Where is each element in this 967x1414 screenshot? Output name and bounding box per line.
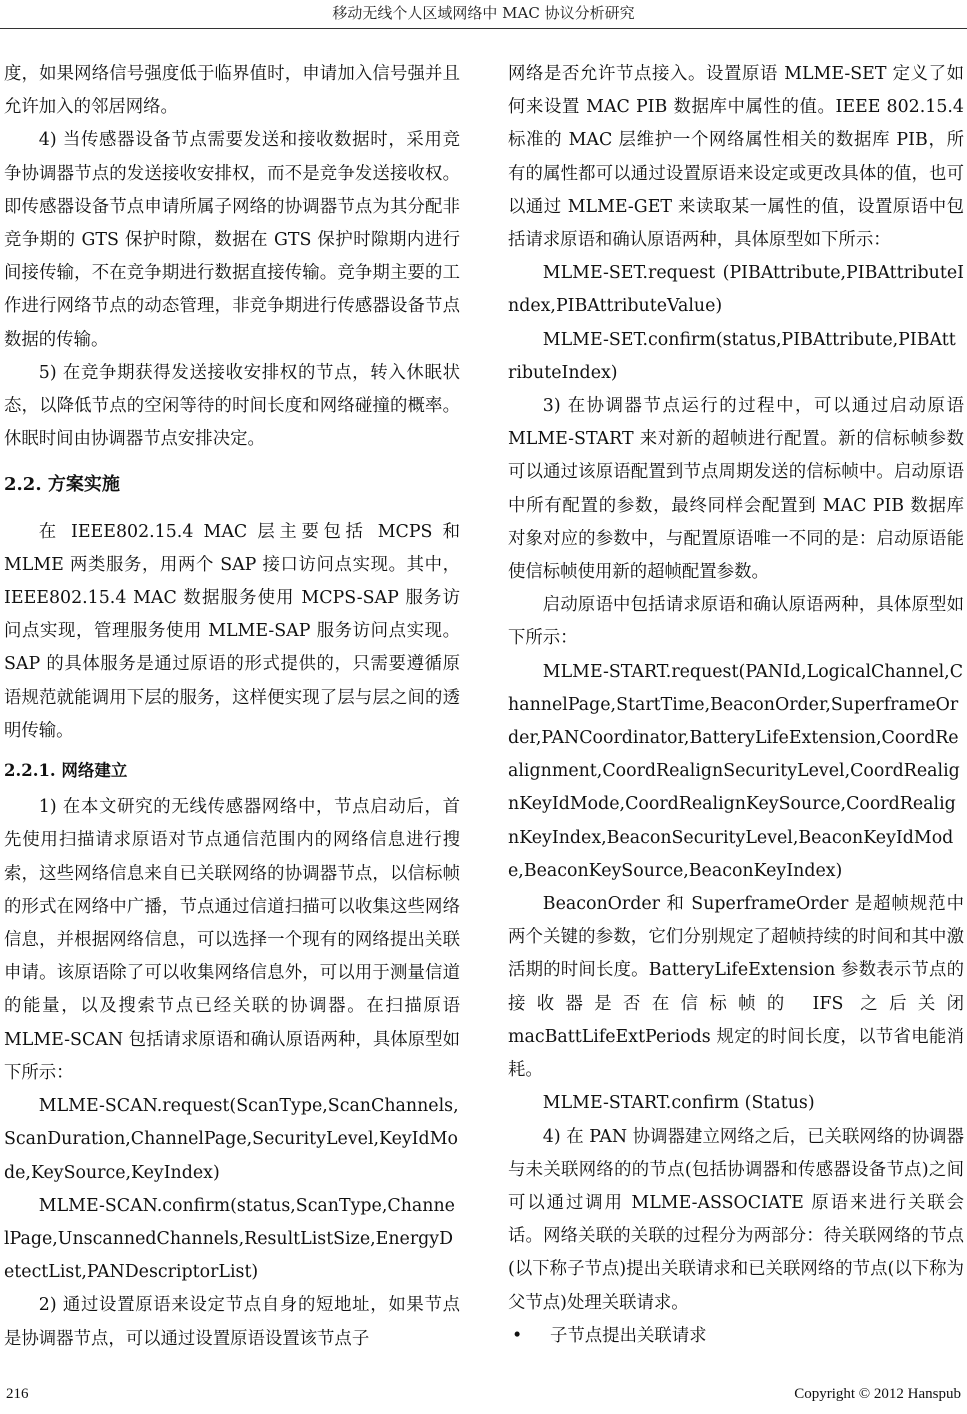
paragraph: 5) 在竞争期获得发送接收安排权的节点，转入休眠状态，以降低节点的空闲等待的时间长度和网络碰撞的概率。休眠时间由协调器节点安排决定。 (4, 362, 460, 450)
copyright-notice: Copyright © 2012 Hanspub (794, 1386, 961, 1402)
paragraph: 度，如果网络信号强度低于临界值时，申请加入信号强并且允许加入的邻居网络。 (4, 64, 460, 118)
primitive-prototype: MLME-SET.request (PIBAttribute,PIBAttributeIndex,PIBAttributeValue) (508, 263, 964, 317)
primitive-prototype: MLME-SET.confirm(status,PIBAttribute,PIBAttributeIndex) (508, 329, 956, 383)
primitive-prototype: MLME-SCAN.request(ScanType,ScanChannels,ScanDuration,ChannelPage,SecurityLevel,KeyIdMode,KeySource,KeyIndex) (4, 1096, 459, 1183)
section-heading: 2.2. 方案实施 (4, 474, 120, 496)
paragraph: 3) 在协调器节点运行的过程中，可以通过启动原语 MLME-START 来对新的超帧进行配置。新的信标帧参数可以通过该原语配置到节点周期发送的信标帧中。启动原语中所有配置的参数，最终同样会配置到 MAC PIB 数据库对象对应的参数中，与配置原语唯一不同的是：启动原语能使信标帧使用新的超帧配置参数。 (508, 396, 964, 583)
primitive-prototype: MLME-START.request(PANId,LogicalChannel,ChannelPage,StartTime,BeaconOrder,SuperframeOrder,PANCoordinator,BatteryLifeExtension,CoordRealignment,CoordRealignSecurityLevel,CoordRealignKeyIdMode,CoordRealignKeySource,CoordRealignKeyIndex,BeaconSecurityLevel,BeaconKeyIdMode,BeaconKeySource,BeaconKeyIndex) (508, 661, 964, 881)
page-number: 216 (6, 1386, 29, 1402)
paragraph: 1) 在本文研究的无线传感器网络中，节点启动后，首先使用扫描请求原语对节点通信范围内的网络信息进行搜索，这些网络信息来自已关联网络的协调器节点，以信标帧的形式在网络中广播，节点通过信道扫描可以收集这些网络信息，并根据网络信息，可以选择一个现有的网络提出关联申请。该原语除了可以收集网络信息外，可以用于测量信道的能量，以及搜索节点已经关联的协调器。在扫描原语 MLME-SCAN 包括请求原语和确认原语两种，具体原型如下所示： (4, 797, 460, 1083)
paragraph: 网络是否允许节点接入。设置原语 MLME-SET 定义了如何来设置 MAC PIB 数据库中属性的值。IEEE 802.15.4 标准的 MAC 层维护一个网络属性相关的数据库 PIB，所有的属性都可以通过设置原语来设定或更改具体的值，也可以通过 MLME-GET 来读取某一属性的值，设置原语中包括请求原语和确认原语两种，具体原型如下所示： (508, 64, 964, 251)
running-header (0, 0, 967, 29)
paragraph: BeaconOrder 和 SuperframeOrder 是超帧规范中两个关键的参数，它们分别规定了超帧持续的时间和其中激活期的时间长度。BatteryLifeExtension 参数表示节点的接收器是否在信标帧的 IFS 之后关闭 macBattLifeExtPeriods 规定的时间长度，以节省电能消耗。 (508, 894, 964, 1081)
primitive-prototype: MLME-START.confirm (Status) (542, 1093, 815, 1114)
subsection-heading: 2.2.1. 网络建立 (4, 761, 128, 781)
paragraph: 4) 在 PAN 协调器建立网络之后，已关联网络的协调器与未关联网络的的节点(包括协调器和传感器设备节点)之间可以通过调用 MLME-ASSOCIATE 原语来进行关联会话。网络关联的关联的过程分为两部分：待关联网络的节点(以下称子节点)提出关联请求和已关联网络的节点(以下称为父节点)处理关联请求。 (508, 1126, 964, 1313)
right-column (508, 58, 964, 1353)
paragraph: 2) 通过设置原语来设定节点自身的短地址，如果节点是协调器节点，可以通过设置原语设置该节点子 (4, 1295, 460, 1349)
paragraph: 4) 当传感器设备节点需要发送和接收数据时，采用竞争协调器节点的发送接收安排权，而不是竞争发送接收权。即传感器设备节点申请所属子网络的协调器节点为其分配非竞争期的 GTS 保护时隙，数据在 GTS 保护时隙期内进行间接传输，不在竞争期进行数据直接传输。竞争期主要的工作进行网络节点的动态管理，非竞争期进行传感器设备节点数据的传输。 (4, 130, 460, 350)
left-column (4, 58, 460, 1356)
bullet-item (508, 1320, 964, 1353)
primitive-prototype: MLME-SCAN.confirm(status,ScanType,ChannelPage,UnscannedChannels,ResultListSize,EnergyDetectList,PANDescriptorList) (4, 1195, 455, 1283)
paragraph: 在 IEEE802.15.4 MAC 层主要包括 MCPS 和 MLME 两类服务，用两个 SAP 接口访问点实现。其中，IEEE802.15.4 MAC 数据服务使用 MCPS-SAP 服务访问点实现，管理服务使用 MLME-SAP 服务访问点实现。SAP 的具体服务是通过原语的形式提供的，只需要遵循原语规范就能调用下层的服务，这样便实现了层与层之间的透明传输。 (4, 521, 460, 741)
running-header-title: 移动无线个人区域网络中 MAC 协议分析研究 (332, 4, 635, 22)
bullet-icon: • (512, 1325, 523, 1346)
bullet-text: 子节点提出关联请求 (550, 1325, 707, 1346)
paragraph: 启动原语中包括请求原语和确认原语两种，具体原型如下所示： (508, 595, 964, 649)
